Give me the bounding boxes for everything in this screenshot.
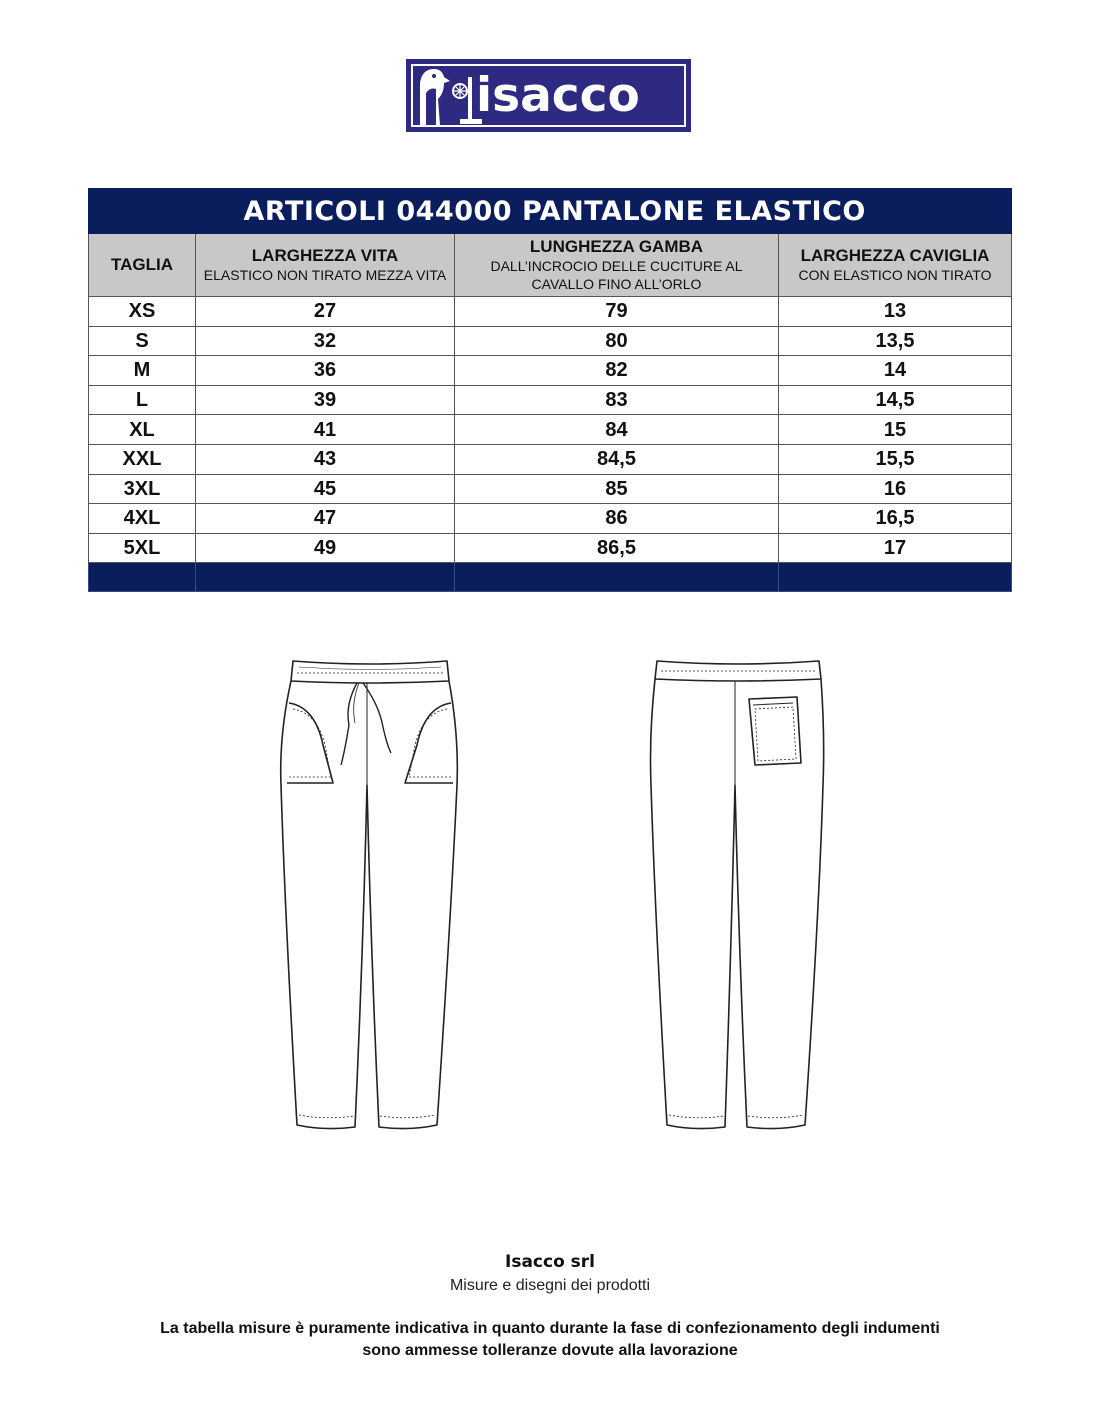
table-title: ARTICOLI 044000 PANTALONE ELASTICO [196,189,1012,234]
cell-ankle: 13,5 [779,326,1012,356]
header-waist [196,234,455,297]
table-row [89,504,1012,534]
cell-ankle: 16 [779,474,1012,504]
trousers-front-icon [275,655,465,1145]
cell-leg: 82 [455,356,779,386]
company-name: Isacco srl [505,1252,595,1272]
cell-waist: 32 [196,326,455,356]
cell-waist: 36 [196,356,455,386]
table-row [89,385,1012,415]
brand-logo [406,59,691,132]
trousers-back-icon [643,655,833,1145]
table-row [89,474,1012,504]
footer-cell [779,563,1012,592]
cell-size: S [89,326,196,356]
cell-size: XS [89,297,196,327]
cell-ankle: 14 [779,356,1012,386]
size-table [88,188,1012,592]
cell-waist: 27 [196,297,455,327]
cell-waist: 45 [196,474,455,504]
cell-ankle: 17 [779,533,1012,563]
table-title-row [89,189,1012,234]
table-row [89,326,1012,356]
table-row [89,444,1012,474]
title-spacer [89,189,196,234]
table-row [89,356,1012,386]
header-main: LARGHEZZA CAVIGLIA [800,246,990,265]
cell-ankle: 13 [779,297,1012,327]
header-sub: ELASTICO NON TIRATO MEZZA VITA [203,267,447,283]
cell-leg: 86,5 [455,533,779,563]
table-row [89,533,1012,563]
cell-ankle: 16,5 [779,504,1012,534]
cell-waist: 41 [196,415,455,445]
cell-leg: 86 [455,504,779,534]
cell-leg: 79 [455,297,779,327]
cell-leg: 84 [455,415,779,445]
cell-size: XXL [89,444,196,474]
cell-waist: 39 [196,385,455,415]
cell-size: 3XL [89,474,196,504]
header-main: LUNGHEZZA GAMBA [529,237,704,256]
table-row [89,415,1012,445]
cell-waist: 43 [196,444,455,474]
cell-leg: 80 [455,326,779,356]
header-sub: DALL’INCROCIO DELLE CUCITURE AL CAVALLO FINO ALL’ORLO [490,258,743,292]
table-header-row [89,234,1012,297]
cell-size: L [89,385,196,415]
header-leg [455,234,779,297]
table-row [89,297,1012,327]
cell-size: M [89,356,196,386]
table-footer-bar [89,563,1012,592]
cell-ankle: 15,5 [779,444,1012,474]
disclaimer-line: La tabella misure è puramente indicativa in quanto durante la fase di confezionamento degli indumenti [160,1320,940,1337]
cell-leg: 85 [455,474,779,504]
disclaimer [0,1318,1100,1362]
cell-ankle: 15 [779,415,1012,445]
cell-leg: 83 [455,385,779,415]
footer-cell [196,563,455,592]
header-size [89,234,196,297]
footer-subtitle: Misure e disegni dei prodotti [449,1277,651,1294]
disclaimer-line: sono ammesse tolleranze dovute alla lavorazione [362,1342,738,1359]
cell-ankle: 14,5 [779,385,1012,415]
header-sub: CON ELASTICO NON TIRATO [798,267,992,283]
header-ankle [779,234,1012,297]
cell-size: XL [89,415,196,445]
cell-leg: 84,5 [455,444,779,474]
footer-cell [89,563,196,592]
logo-wordmark: isacco [476,68,640,123]
cell-size: 5XL [89,533,196,563]
cell-waist: 49 [196,533,455,563]
cell-size: 4XL [89,504,196,534]
cell-waist: 47 [196,504,455,534]
footer-cell [455,563,779,592]
header-main: LARGHEZZA VITA [251,246,399,265]
header-main: TAGLIA [110,255,173,274]
